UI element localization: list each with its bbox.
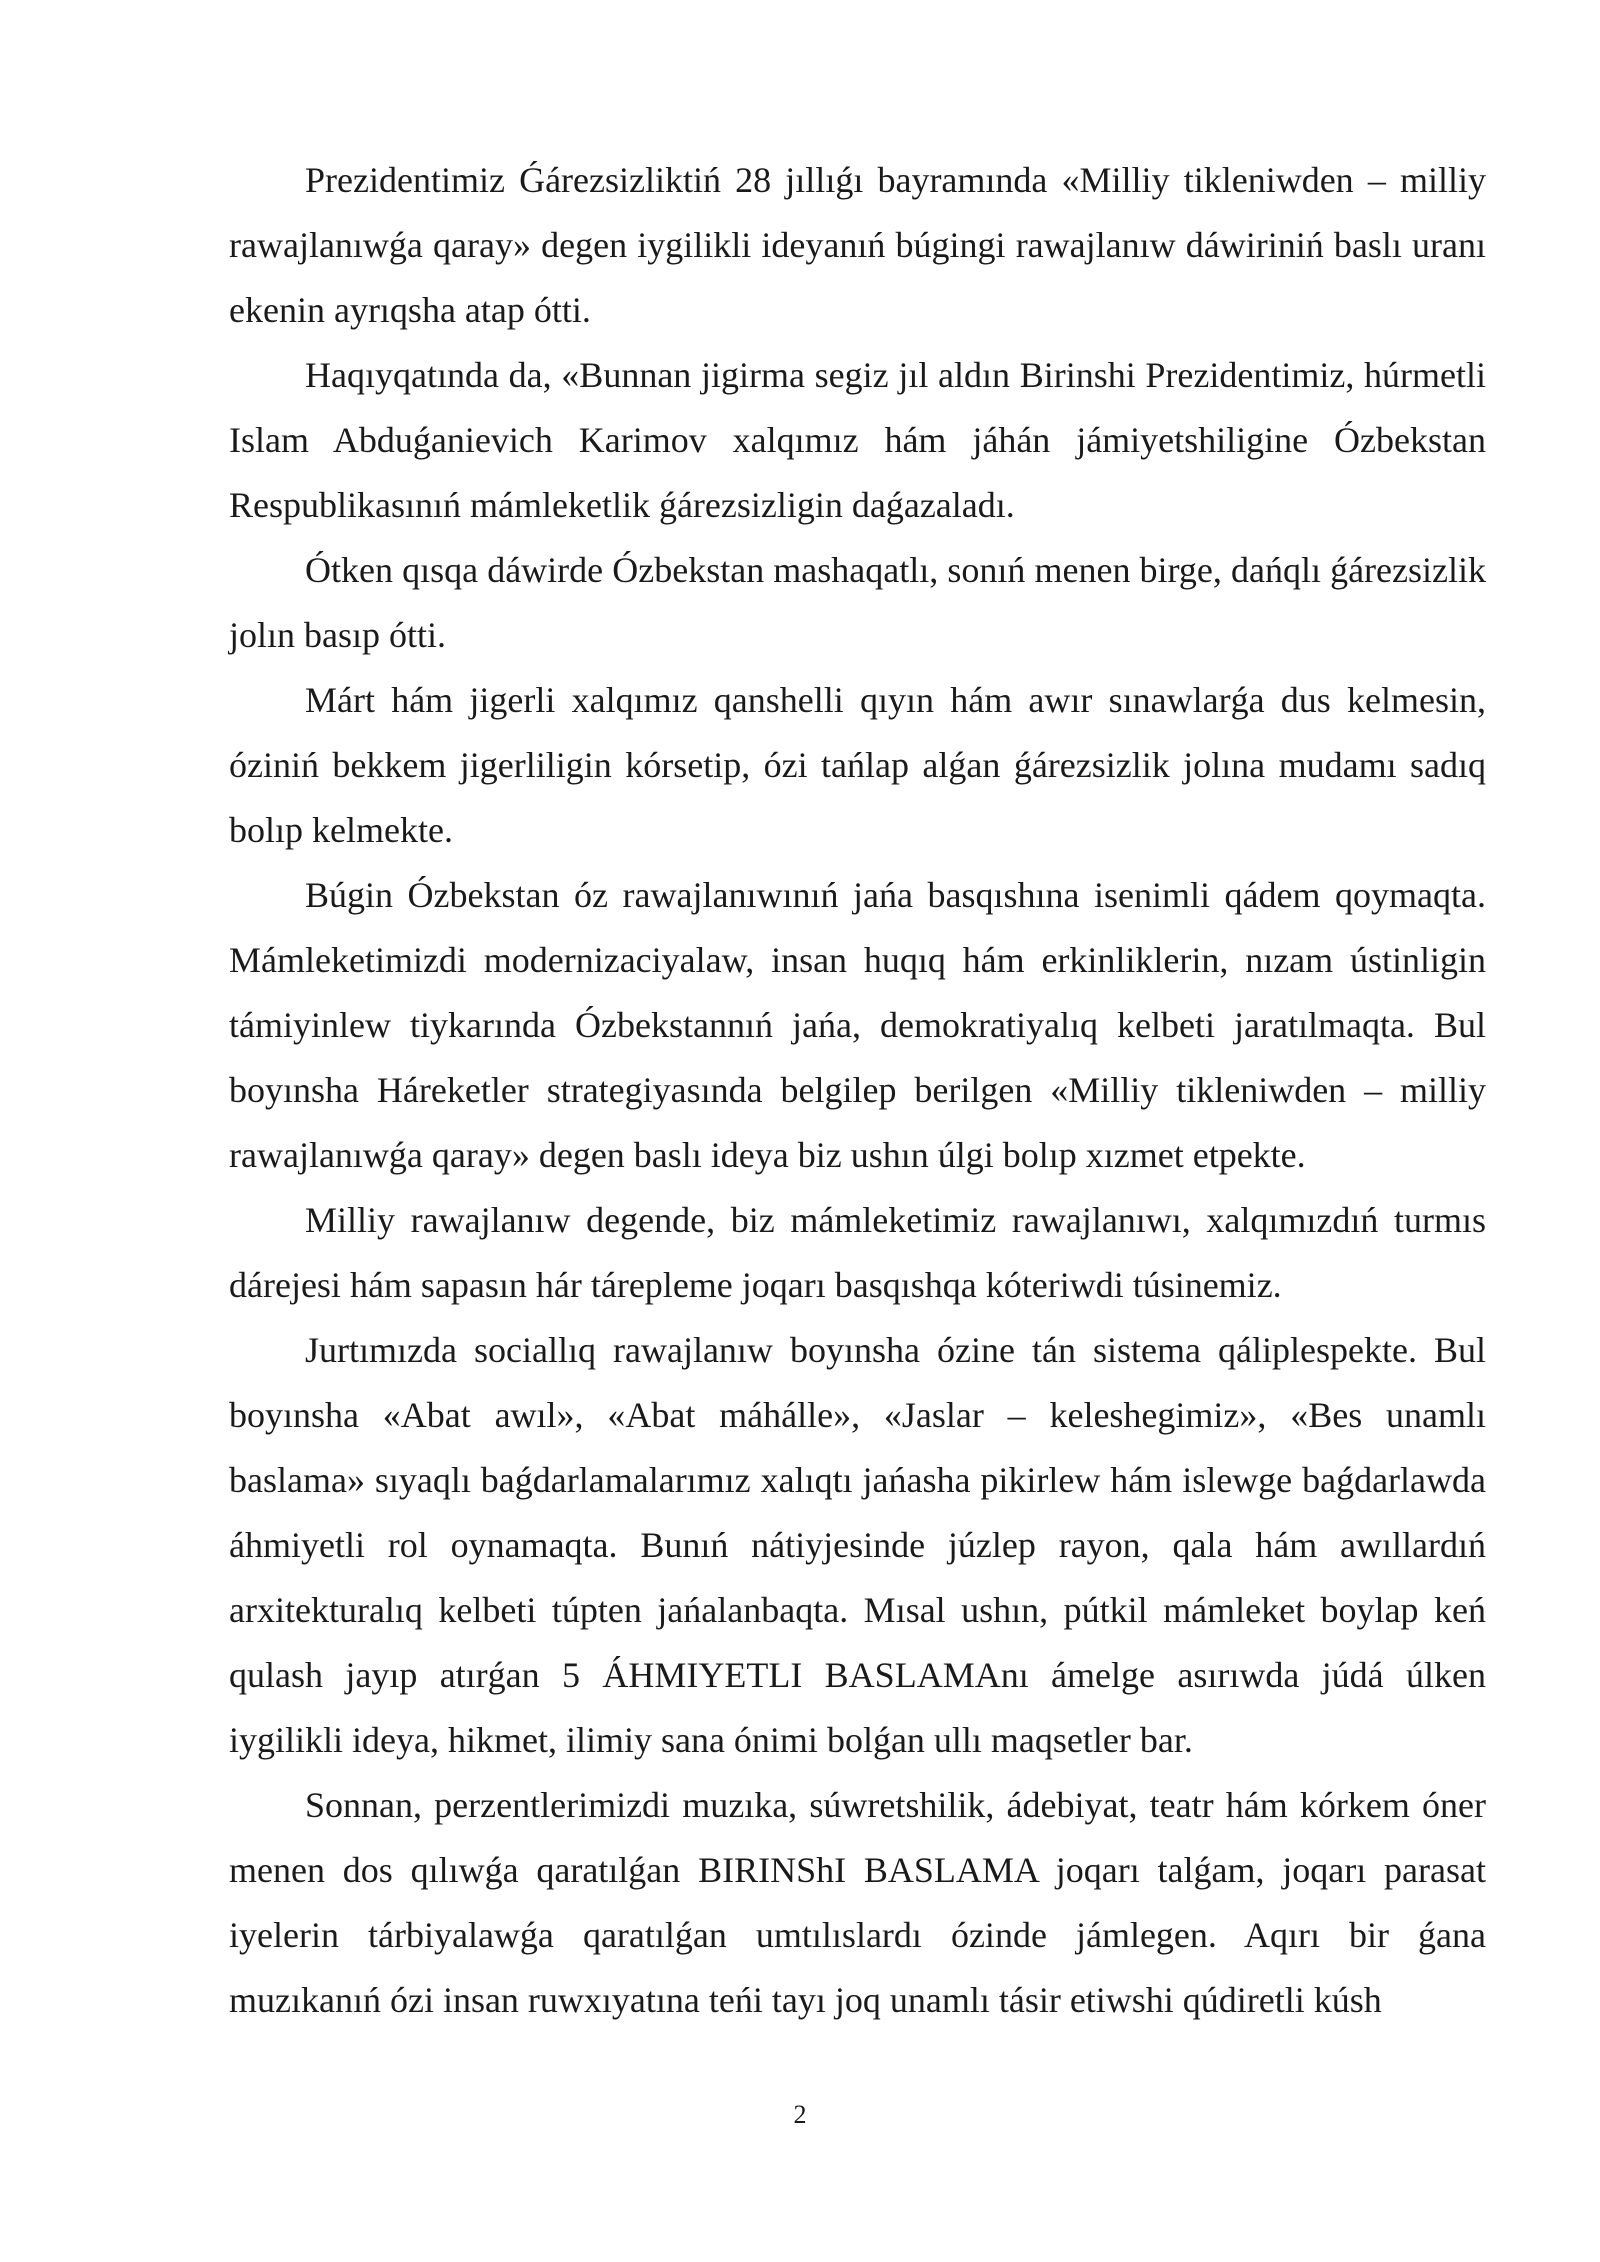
document-body [229, 148, 1486, 2033]
paragraph: Haqıyqatında da, «Bunnan jigirma segiz jıl aldın Birinshi Prezidentimiz, húrmetli Islam Abduǵanievich Karimov xalqımız hám jáhán jámiyetshiligine Ózbekstan Respublikasınıń mámleketlik ǵárezsizligin daǵazaladı. [229, 355, 1486, 525]
paragraph: Búgin Ózbekstan óz rawajlanıwınıń jańa basqıshına isenimli qádem qoymaqta. Mámleketimizdi modernizaciyalaw, insan huqıq hám erkinliklerin, nızam ústinligin támiyinlew tiykarında Ózbekstannıń jańa, demokratiyalıq kelbeti jaratılmaqta. Bul boyınsha Háreketler strategiyasında belgilep berilgen «Milliy tikleniwden – milliy rawajlanıwǵa qaray» degen baslı ideya biz ushın úlgi bolıp xızmet etpekte. [229, 875, 1486, 1175]
paragraph: Prezidentimiz Ǵárezsizliktiń 28 jıllıǵı bayramında «Milliy tikleniwden – milliy rawajlanıwǵa qaray» degen iygilikli ideyanıń búgingi rawajlanıw dáwiriniń baslı uranı ekenin ayrıqsha atap ótti. [229, 160, 1486, 330]
paragraph: Ótken qısqa dáwirde Ózbekstan mashaqatlı, sonıń menen birge, dańqlı ǵárezsizlik jolın basıp ótti. [229, 550, 1486, 655]
paragraph: Sonnan, perzentlerimizdi muzıka, súwretshilik, ádebiyat, teatr hám kórkem óner menen dos qılıwǵa qaratılǵan BIRINShI BASLAMA joqarı talǵam, joqarı parasat iyelerin tárbiyalawǵa qaratılǵan umtılıslardı ózinde jámlegen. Aqırı bir ǵana muzıkanıń ózi insan ruwxıyatına teńi tayı joq unamlı tásir etiwshi qúdiretli kúsh [229, 1785, 1486, 2020]
paragraph: Márt hám jigerli xalqımız qanshelli qıyın hám awır sınawlarǵa dus kelmesin, óziniń bekkem jigerliligin kórsetip, ózi tańlap alǵan ǵárezsizlik jolına mudamı sadıq bolıp kelmekte. [229, 680, 1486, 850]
paragraph: Milliy rawajlanıw degende, biz mámleketimiz rawajlanıwı, xalqımızdıń turmıs dárejesi hám sapasın hár tárepleme joqarı basqıshqa kóteriwdi túsinemiz. [229, 1200, 1486, 1305]
page-number: 2 [793, 2100, 807, 2129]
paragraph: Jurtımızda sociallıq rawajlanıw boyınsha ózine tán sistema qáliplespekte. Bul boyınsha «Abat awıl», «Abat máhálle», «Jaslar – keleshegimiz», «Bes unamlı baslama» sıyaqlı baǵdarlamalarımız xalıqtı jańasha pikirlew hám islewge baǵdarlawda áhmiyetli rol oynamaqta. Bunıń nátiyjesinde júzlep rayon, qala hám awıllardıń arxitekturalıq kelbeti túpten jańalanbaqta. Mısal ushın, pútkil mámleket boylap keń qulash jayıp atırǵan 5 ÁHMIYETLI BASLAMAnı ámelge asırıwda júdá úlken iygilikli ideya, hikmet, ilimiy sana ónimi bolǵan ullı maqsetler bar. [229, 1330, 1486, 1760]
